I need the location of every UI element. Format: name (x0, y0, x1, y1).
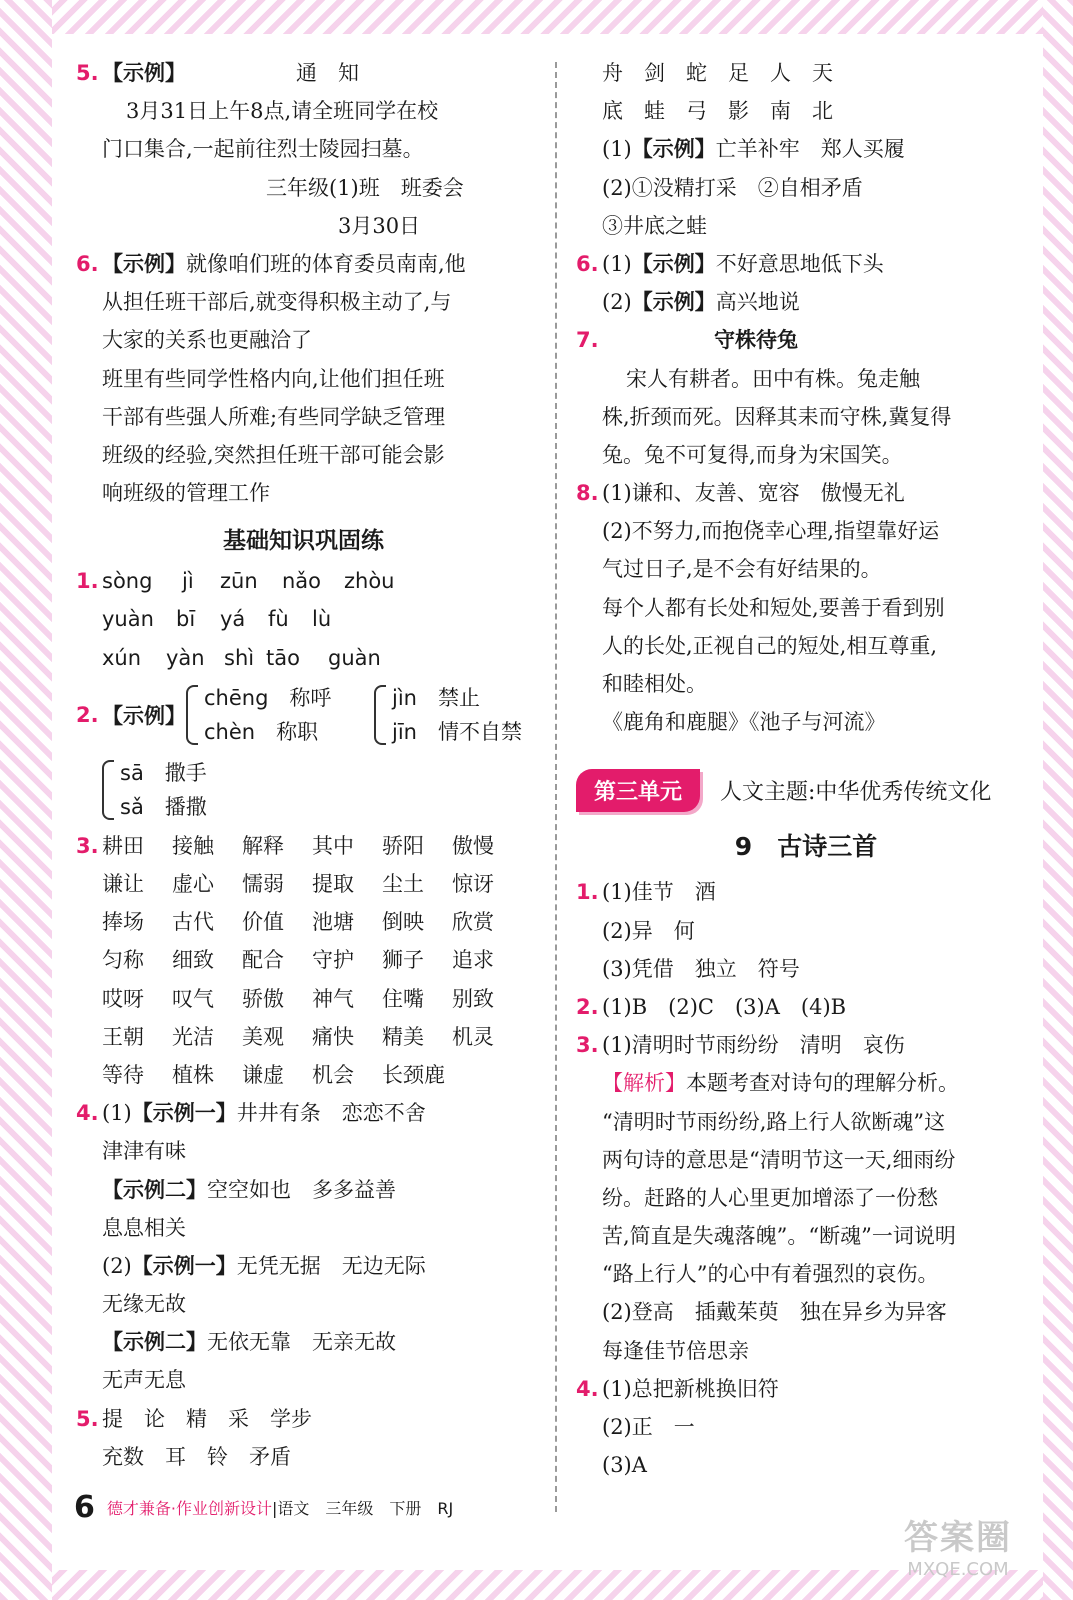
unit-theme: 人文主题:中华优秀传统文化 (720, 779, 992, 805)
p2-line-1: 2. (1)B (2)C (3)A (4)B (576, 994, 847, 1019)
b2-row-1: 2. 【示例】 chēng 称呼 chèn 称职 jìn 禁止 jīn 情不自禁 (76, 685, 522, 744)
p3-analysis-5: 苦,简直是失魂落魄”。“断魂”一词说明 (602, 1224, 956, 1249)
p3-line-1: 3. (1)清明时节雨纷纷 清明 哀伤 (576, 1033, 905, 1058)
b4-line-4: 息息相关 (102, 1215, 186, 1240)
b4-line-8: 无声无息 (102, 1368, 186, 1393)
b4-line-3: 【示例二】空空如也 多多益善 (102, 1177, 396, 1202)
right-column (576, 54, 1036, 1484)
q6-line-7: 响班级的管理工作 (102, 481, 270, 506)
brace-icon (102, 760, 114, 820)
q6-line-2: 从担任班干部后,就变得积极主动了,与 (102, 290, 452, 315)
brace-icon (186, 685, 198, 745)
b4-line-1: 4. (1)【示例一】井井有条 恋恋不舍 (76, 1101, 426, 1126)
notice-date: 3月30日 (338, 213, 421, 238)
p4-line-3: (3)A (602, 1453, 647, 1478)
decorative-border-top (0, 0, 1073, 34)
idiom-example-1: (1)【示例】亡羊补牢 郑人买履 (602, 137, 905, 162)
lesson-title: 9 古诗三首 (734, 832, 878, 862)
rq7-line-1: 宋人有耕者。田中有株。兔走触 (626, 366, 920, 391)
footer-brand: 德才兼备·作业创新设计 (106, 1499, 272, 1518)
q5-header: 5. 【示例】 通 知 (76, 61, 359, 85)
b3-row-7: 等待 植株 谦虚 机会 长颈鹿 (102, 1062, 445, 1087)
q6-line-6: 班级的经验,突然担任班干部可能会影 (102, 442, 445, 467)
b5-line-2: 充数 耳 铃 矛盾 (102, 1444, 291, 1469)
b3-row-6: 王朝 光洁 美观 痛快 精美 机灵 (102, 1024, 494, 1049)
b3-row-2: 谦让 虚心 懦弱 提取 尘土 惊讶 (102, 872, 494, 896)
notice-body-1: 3月31日上午8点,请全班同学在校 (126, 99, 439, 124)
b5-line-1: 5. 提 论 精 采 学步 (76, 1406, 312, 1431)
rq8-line-1: 8. (1)谦和、友善、宽容 傲慢无礼 (576, 481, 905, 506)
p3-line-2: (2)登高 插戴茱萸 独在异乡为异客 (602, 1300, 947, 1325)
rq7-line-2: 株,折颈而死。因释其耒而守株,冀复得 (602, 404, 952, 429)
p4-line-1: 4. (1)总把新桃换旧符 (576, 1376, 779, 1401)
rq8-line-2: (2)不努力,而抱侥幸心理,指望靠好运 (602, 519, 940, 544)
p3-analysis-3: 两句诗的意思是“清明节这一天,细雨纷 (602, 1147, 956, 1172)
unit-badge: 第三单元 (576, 769, 700, 812)
idiom-example-2: (2)①没精打采 ②自相矛盾 (602, 175, 863, 200)
b4-line-2: 津津有味 (102, 1139, 186, 1164)
b1-row-2: yuàn bī yá fù lù (102, 607, 332, 632)
b4-line-7: 【示例二】无依无靠 无亲无故 (102, 1330, 396, 1355)
p3-analysis-1: 【解析】本题考查对诗句的理解分析。 (602, 1071, 959, 1096)
p3-line-3: 每逢佳节倍思亲 (602, 1338, 749, 1363)
rq7-title: 7. 守株待兔 (576, 328, 798, 353)
b1-row-1: 1. sòng jì zūn nǎo zhòu (76, 569, 395, 594)
b1-row-3: xún yàn shì tāo guàn (102, 645, 381, 670)
rq6-line-1: 6. (1)【示例】不好意思地低下头 (576, 251, 884, 276)
p1-line-3: (3)凭借 独立 符号 (602, 956, 800, 981)
watermark-logo: 答案圈 MXQE.COM (904, 1518, 1012, 1580)
idiom-chars-1: 舟 剑 蛇 足 人 天 (602, 61, 833, 85)
b3-row-5: 哎呀 叹气 骄傲 神气 住嘴 别致 (102, 986, 494, 1011)
rq8-line-6: 和睦相处。 (602, 672, 707, 696)
section-title: 基础知识巩固练 (223, 528, 384, 555)
p1-line-1: 1. (1)佳节 酒 (576, 880, 716, 905)
rq8-line-4: 每个人都有长处和短处,要善于看到别 (602, 595, 945, 620)
q6-line-5: 干部有些强人所难;有些同学缺乏管理 (102, 404, 446, 429)
left-column (76, 54, 531, 1476)
page-number: 6 (74, 1490, 95, 1525)
notice-title: 通 知 (296, 61, 359, 85)
footer-info: |语文 三年级 下册 RJ (271, 1499, 454, 1518)
b4-line-5: (2)【示例一】无凭无据 无边无际 (102, 1253, 426, 1278)
q6-line-3: 大家的关系也更融洽了 (102, 328, 312, 353)
unit-header (576, 763, 1036, 817)
column-divider (555, 62, 557, 1512)
q6-line-1: 6. 【示例】就像咱们班的体育委员南南,他 (76, 251, 466, 276)
notice-signature: 三年级(1)班 班委会 (266, 175, 464, 200)
b3-row-1: 3. 耕田 接触 解释 其中 骄阳 傲慢 (76, 833, 494, 858)
rq8-line-5: 人的长处,正视自己的短处,相互尊重, (602, 633, 938, 658)
b3-row-4: 匀称 细致 配合 守护 狮子 追求 (102, 948, 494, 973)
notice-body-2: 门口集合,一起前往烈士陵园扫墓。 (102, 137, 424, 162)
rq6-line-2: (2)【示例】高兴地说 (602, 290, 800, 315)
brace-icon (374, 685, 386, 745)
rq8-line-3: 气过日子,是不会有好结果的。 (602, 557, 882, 582)
rq7-line-3: 兔。兔不可复得,而身为宋国笑。 (602, 442, 903, 467)
page-footer (74, 1490, 453, 1525)
rq8-line-7: 《鹿角和鹿腿》《池子与河流》 (602, 710, 886, 735)
p4-line-2: (2)正 一 (602, 1415, 695, 1439)
p3-analysis-4: 纷。赶路的人心里更加增添了一份愁 (602, 1185, 938, 1210)
p3-analysis-2: “清明时节雨纷纷,路上行人欲断魂”这 (602, 1109, 946, 1134)
idiom-example-3: ③井底之蛙 (602, 213, 707, 238)
b2-row-2: sā 撒手 sǎ 播撒 (76, 753, 531, 827)
p1-line-2: (2)异 何 (602, 918, 695, 943)
p3-analysis-6: “路上行人”的心中有着强烈的哀伤。 (602, 1262, 939, 1287)
idiom-chars-2: 底 蛙 弓 影 南 北 (602, 99, 833, 124)
decorative-border-right (1043, 0, 1073, 1600)
decorative-border-left (0, 0, 52, 1600)
q6-line-4: 班里有些同学性格内向,让他们担任班 (102, 366, 445, 391)
b3-row-3: 捧场 古代 价值 池塘 倒映 欣赏 (102, 910, 494, 935)
b4-line-6: 无缘无故 (102, 1292, 186, 1317)
